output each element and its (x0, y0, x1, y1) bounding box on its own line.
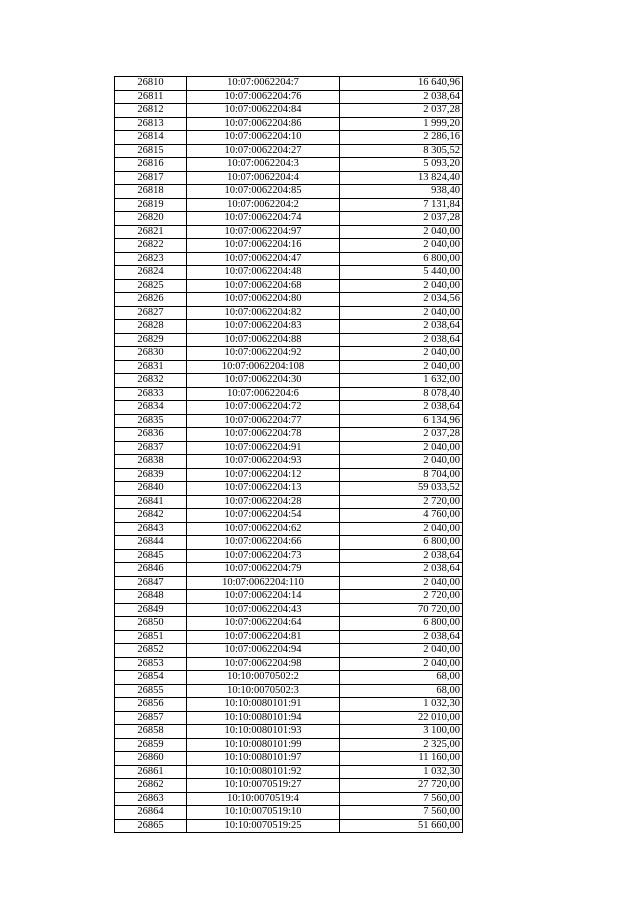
cadastral-number-cell: 10:07:0062204:43 (187, 603, 340, 617)
table-body (115, 77, 463, 833)
amount-cell: 2 038,64 (340, 333, 463, 347)
cadastral-number-cell: 10:10:0080101:92 (187, 765, 340, 779)
table-row (115, 104, 463, 118)
amount-cell: 1 632,00 (340, 374, 463, 388)
amount-cell: 2 034,56 (340, 293, 463, 307)
cadastral-number-cell: 10:10:0070502:2 (187, 671, 340, 685)
table-row (115, 536, 463, 550)
amount-cell: 2 040,00 (340, 239, 463, 253)
row-id-cell: 26833 (115, 387, 187, 401)
amount-cell: 8 078,40 (340, 387, 463, 401)
table-row (115, 333, 463, 347)
cadastral-number-cell: 10:07:0062204:7 (187, 77, 340, 91)
amount-cell: 2 040,00 (340, 657, 463, 671)
row-id-cell: 26822 (115, 239, 187, 253)
cadastral-number-cell: 10:07:0062204:2 (187, 198, 340, 212)
table-row (115, 414, 463, 428)
cadastral-number-cell: 10:10:0070519:25 (187, 819, 340, 833)
table-row (115, 738, 463, 752)
cadastral-number-cell: 10:07:0062204:80 (187, 293, 340, 307)
amount-cell: 59 033,52 (340, 482, 463, 496)
cadastral-number-cell: 10:07:0062204:14 (187, 590, 340, 604)
row-id-cell: 26856 (115, 698, 187, 712)
row-id-cell: 26843 (115, 522, 187, 536)
amount-cell: 5 440,00 (340, 266, 463, 280)
amount-cell: 8 305,52 (340, 144, 463, 158)
row-id-cell: 26838 (115, 455, 187, 469)
row-id-cell: 26865 (115, 819, 187, 833)
amount-cell: 5 093,20 (340, 158, 463, 172)
table-row (115, 306, 463, 320)
table-row (115, 630, 463, 644)
row-id-cell: 26853 (115, 657, 187, 671)
row-id-cell: 26814 (115, 131, 187, 145)
amount-cell: 2 037,28 (340, 104, 463, 118)
row-id-cell: 26864 (115, 806, 187, 820)
row-id-cell: 26855 (115, 684, 187, 698)
amount-cell: 2 037,28 (340, 428, 463, 442)
row-id-cell: 26834 (115, 401, 187, 415)
table-row (115, 387, 463, 401)
table-row (115, 455, 463, 469)
cadastral-number-cell: 10:07:0062204:64 (187, 617, 340, 631)
table-row (115, 576, 463, 590)
cadastral-number-cell: 10:07:0062204:66 (187, 536, 340, 550)
cadastral-number-cell: 10:07:0062204:92 (187, 347, 340, 361)
amount-cell: 16 640,96 (340, 77, 463, 91)
amount-cell: 1 999,20 (340, 117, 463, 131)
cadastral-number-cell: 10:07:0062204:73 (187, 549, 340, 563)
amount-cell: 2 038,64 (340, 401, 463, 415)
table-row (115, 752, 463, 766)
cadastral-number-cell: 10:07:0062204:48 (187, 266, 340, 280)
table-row (115, 590, 463, 604)
cadastral-number-cell: 10:07:0062204:79 (187, 563, 340, 577)
row-id-cell: 26813 (115, 117, 187, 131)
cadastral-number-cell: 10:07:0062204:3 (187, 158, 340, 172)
row-id-cell: 26844 (115, 536, 187, 550)
amount-cell: 13 824,40 (340, 171, 463, 185)
table-row (115, 441, 463, 455)
table-row (115, 77, 463, 91)
amount-cell: 2 720,00 (340, 495, 463, 509)
table-row (115, 792, 463, 806)
table-row (115, 468, 463, 482)
table-row (115, 360, 463, 374)
table-row (115, 819, 463, 833)
table-row (115, 266, 463, 280)
row-id-cell: 26820 (115, 212, 187, 226)
amount-cell: 2 040,00 (340, 455, 463, 469)
row-id-cell: 26846 (115, 563, 187, 577)
table-row (115, 198, 463, 212)
cadastral-number-cell: 10:07:0062204:12 (187, 468, 340, 482)
row-id-cell: 26825 (115, 279, 187, 293)
row-id-cell: 26815 (115, 144, 187, 158)
cadastral-number-cell: 10:10:0070519:27 (187, 779, 340, 793)
cadastral-number-cell: 10:10:0080101:97 (187, 752, 340, 766)
cadastral-number-cell: 10:07:0062204:97 (187, 225, 340, 239)
amount-cell: 7 560,00 (340, 792, 463, 806)
row-id-cell: 26845 (115, 549, 187, 563)
row-id-cell: 26829 (115, 333, 187, 347)
row-id-cell: 26860 (115, 752, 187, 766)
table-row (115, 522, 463, 536)
cadastral-number-cell: 10:10:0070519:10 (187, 806, 340, 820)
table-row (115, 293, 463, 307)
row-id-cell: 26819 (115, 198, 187, 212)
table-row (115, 212, 463, 226)
table-row (115, 549, 463, 563)
table-row (115, 698, 463, 712)
cadastral-number-cell: 10:10:0070502:3 (187, 684, 340, 698)
cadastral-number-cell: 10:07:0062204:10 (187, 131, 340, 145)
cadastral-number-cell: 10:07:0062204:94 (187, 644, 340, 658)
row-id-cell: 26842 (115, 509, 187, 523)
amount-cell: 2 720,00 (340, 590, 463, 604)
cadastral-number-cell: 10:07:0062204:54 (187, 509, 340, 523)
row-id-cell: 26852 (115, 644, 187, 658)
amount-cell: 70 720,00 (340, 603, 463, 617)
cadastral-number-cell: 10:07:0062204:83 (187, 320, 340, 334)
cadastral-number-cell: 10:07:0062204:28 (187, 495, 340, 509)
cadastral-number-cell: 10:07:0062204:62 (187, 522, 340, 536)
table-row (115, 374, 463, 388)
data-table (114, 76, 463, 833)
cadastral-number-cell: 10:10:0070519:4 (187, 792, 340, 806)
cadastral-number-cell: 10:07:0062204:86 (187, 117, 340, 131)
table-row (115, 765, 463, 779)
cadastral-number-cell: 10:07:0062204:68 (187, 279, 340, 293)
table-row (115, 428, 463, 442)
row-id-cell: 26841 (115, 495, 187, 509)
cadastral-number-cell: 10:07:0062204:78 (187, 428, 340, 442)
row-id-cell: 26812 (115, 104, 187, 118)
row-id-cell: 26817 (115, 171, 187, 185)
amount-cell: 7 560,00 (340, 806, 463, 820)
row-id-cell: 26840 (115, 482, 187, 496)
row-id-cell: 26839 (115, 468, 187, 482)
table-row (115, 711, 463, 725)
amount-cell: 68,00 (340, 684, 463, 698)
row-id-cell: 26823 (115, 252, 187, 266)
table-row (115, 644, 463, 658)
table-row (115, 671, 463, 685)
table-row (115, 725, 463, 739)
amount-cell: 11 160,00 (340, 752, 463, 766)
amount-cell: 6 134,96 (340, 414, 463, 428)
amount-cell: 6 800,00 (340, 536, 463, 550)
table-row (115, 401, 463, 415)
amount-cell: 2 286,16 (340, 131, 463, 145)
row-id-cell: 26811 (115, 90, 187, 104)
row-id-cell: 26828 (115, 320, 187, 334)
cadastral-number-cell: 10:07:0062204:47 (187, 252, 340, 266)
table-row (115, 158, 463, 172)
amount-cell: 2 038,64 (340, 320, 463, 334)
cadastral-number-cell: 10:07:0062204:30 (187, 374, 340, 388)
row-id-cell: 26830 (115, 347, 187, 361)
table-row (115, 90, 463, 104)
amount-cell: 2 040,00 (340, 522, 463, 536)
table-row (115, 779, 463, 793)
cadastral-number-cell: 10:07:0062204:85 (187, 185, 340, 199)
table-row (115, 171, 463, 185)
cadastral-number-cell: 10:07:0062204:27 (187, 144, 340, 158)
cadastral-number-cell: 10:07:0062204:108 (187, 360, 340, 374)
cadastral-number-cell: 10:10:0080101:99 (187, 738, 340, 752)
amount-cell: 8 704,00 (340, 468, 463, 482)
cadastral-number-cell: 10:07:0062204:84 (187, 104, 340, 118)
table-row (115, 252, 463, 266)
amount-cell: 6 800,00 (340, 617, 463, 631)
cadastral-number-cell: 10:07:0062204:110 (187, 576, 340, 590)
row-id-cell: 26818 (115, 185, 187, 199)
row-id-cell: 26849 (115, 603, 187, 617)
amount-cell: 2 040,00 (340, 576, 463, 590)
amount-cell: 2 040,00 (340, 360, 463, 374)
amount-cell: 2 038,64 (340, 549, 463, 563)
row-id-cell: 26854 (115, 671, 187, 685)
row-id-cell: 26835 (115, 414, 187, 428)
amount-cell: 1 032,30 (340, 765, 463, 779)
amount-cell: 2 325,00 (340, 738, 463, 752)
cadastral-number-cell: 10:07:0062204:77 (187, 414, 340, 428)
row-id-cell: 26857 (115, 711, 187, 725)
amount-cell: 51 660,00 (340, 819, 463, 833)
table-row (115, 131, 463, 145)
table-row (115, 347, 463, 361)
row-id-cell: 26858 (115, 725, 187, 739)
table-row (115, 279, 463, 293)
cadastral-number-cell: 10:07:0062204:4 (187, 171, 340, 185)
amount-cell: 6 800,00 (340, 252, 463, 266)
row-id-cell: 26861 (115, 765, 187, 779)
amount-cell: 1 032,30 (340, 698, 463, 712)
cadastral-number-cell: 10:07:0062204:82 (187, 306, 340, 320)
table-row (115, 482, 463, 496)
row-id-cell: 26836 (115, 428, 187, 442)
amount-cell: 4 760,00 (340, 509, 463, 523)
row-id-cell: 26810 (115, 77, 187, 91)
table-row (115, 495, 463, 509)
cadastral-number-cell: 10:07:0062204:13 (187, 482, 340, 496)
row-id-cell: 26862 (115, 779, 187, 793)
amount-cell: 2 040,00 (340, 441, 463, 455)
amount-cell: 2 038,64 (340, 90, 463, 104)
row-id-cell: 26824 (115, 266, 187, 280)
table-row (115, 117, 463, 131)
cadastral-number-cell: 10:10:0080101:93 (187, 725, 340, 739)
cadastral-number-cell: 10:07:0062204:16 (187, 239, 340, 253)
amount-cell: 938,40 (340, 185, 463, 199)
amount-cell: 2 038,64 (340, 630, 463, 644)
amount-cell: 2 037,28 (340, 212, 463, 226)
table-row (115, 225, 463, 239)
amount-cell: 7 131,84 (340, 198, 463, 212)
cadastral-number-cell: 10:10:0080101:91 (187, 698, 340, 712)
cadastral-number-cell: 10:10:0080101:94 (187, 711, 340, 725)
amount-cell: 22 010,00 (340, 711, 463, 725)
cadastral-number-cell: 10:07:0062204:93 (187, 455, 340, 469)
row-id-cell: 26837 (115, 441, 187, 455)
row-id-cell: 26863 (115, 792, 187, 806)
cadastral-number-cell: 10:07:0062204:74 (187, 212, 340, 226)
row-id-cell: 26847 (115, 576, 187, 590)
row-id-cell: 26827 (115, 306, 187, 320)
table-row (115, 657, 463, 671)
table-row (115, 603, 463, 617)
amount-cell: 2 040,00 (340, 225, 463, 239)
amount-cell: 2 040,00 (340, 644, 463, 658)
row-id-cell: 26859 (115, 738, 187, 752)
amount-cell: 2 040,00 (340, 306, 463, 320)
cadastral-number-cell: 10:07:0062204:88 (187, 333, 340, 347)
table-row (115, 320, 463, 334)
table-row (115, 563, 463, 577)
cadastral-number-cell: 10:07:0062204:91 (187, 441, 340, 455)
table-row (115, 509, 463, 523)
table-row (115, 806, 463, 820)
amount-cell: 2 040,00 (340, 347, 463, 361)
cadastral-number-cell: 10:07:0062204:72 (187, 401, 340, 415)
cadastral-number-cell: 10:07:0062204:98 (187, 657, 340, 671)
table-row (115, 684, 463, 698)
cadastral-number-cell: 10:07:0062204:6 (187, 387, 340, 401)
amount-cell: 2 040,00 (340, 279, 463, 293)
row-id-cell: 26816 (115, 158, 187, 172)
table-row (115, 239, 463, 253)
amount-cell: 3 100,00 (340, 725, 463, 739)
row-id-cell: 26848 (115, 590, 187, 604)
table-row (115, 185, 463, 199)
row-id-cell: 26826 (115, 293, 187, 307)
cadastral-number-cell: 10:07:0062204:76 (187, 90, 340, 104)
table-row (115, 144, 463, 158)
row-id-cell: 26821 (115, 225, 187, 239)
row-id-cell: 26831 (115, 360, 187, 374)
amount-cell: 2 038,64 (340, 563, 463, 577)
table-row (115, 617, 463, 631)
amount-cell: 27 720,00 (340, 779, 463, 793)
row-id-cell: 26850 (115, 617, 187, 631)
cadastral-number-cell: 10:07:0062204:81 (187, 630, 340, 644)
row-id-cell: 26832 (115, 374, 187, 388)
row-id-cell: 26851 (115, 630, 187, 644)
amount-cell: 68,00 (340, 671, 463, 685)
